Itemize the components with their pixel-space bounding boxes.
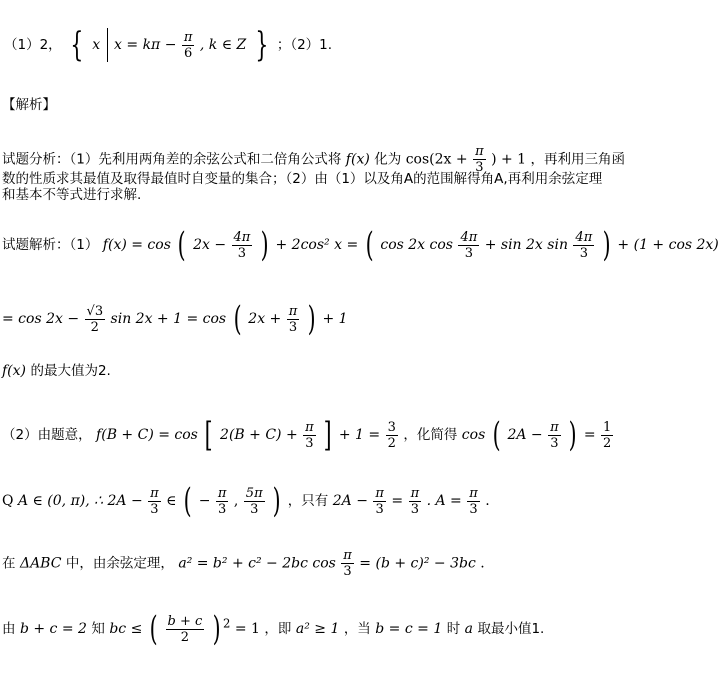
part3-in: ∈ (166, 493, 177, 509)
pi-over-3-f: $\frac{\pi}{3}$ (217, 485, 227, 517)
paren-l2: ( (365, 225, 374, 265)
sol1-a: f(x) = cos (102, 237, 171, 253)
part5-a2: a² ≥ 1 (295, 621, 340, 637)
paren-l4: ( (492, 415, 501, 455)
part3-eq: = (391, 493, 404, 509)
four-pi-over-3: $\frac{4\pi}{3}$ (233, 229, 251, 261)
paren-l5: ( (183, 481, 192, 521)
sol2-d: + 1 (322, 311, 348, 327)
part5-when: ，当 (343, 621, 371, 637)
sol2-a: = cos 2x − (2, 311, 80, 327)
part5-time: 时 (446, 621, 461, 637)
part5-bceq: b = c = 1 (375, 621, 443, 637)
part5-line (2, 609, 545, 649)
pi-over-3-d: $\frac{\pi}{3}$ (550, 419, 559, 451)
part3-only: ，只有 (287, 493, 329, 509)
four-pi-over-3-b: $\frac{4\pi}{3}$ (460, 229, 478, 261)
sol2-b: sin 2x + 1 = cos (110, 311, 227, 327)
part3-line: Q A ∈ (0, π), ∴ 2A − $\frac{\pi}{3}$ ∈ ( − $\frac{\pi}{3}$ , $\frac{5\pi}{3}$ ) ，只有 2A − $\frac{\pi}{3}$ = $\frac{\pi}{3}$ . A = $\frac{\pi}{3}$ . (2, 481, 490, 521)
part5-a: a (464, 621, 474, 637)
sol1-f: + (1 + cos 2x) (617, 237, 719, 253)
paren-l: ( (177, 225, 186, 265)
sol1-e: + sin 2x sin (484, 237, 568, 253)
part2-eq: = (583, 427, 596, 443)
paren-r: ) (260, 225, 269, 265)
part2-e: 2A − (507, 427, 543, 443)
cos-expr-a: cos(2x + (405, 151, 468, 168)
pi-over-3-i: $\frac{\pi}{3}$ (469, 485, 478, 517)
cos-expr-b: ) + 1 (491, 151, 527, 168)
paren-r6: ) (212, 609, 221, 649)
part5-eq1: = 1 (234, 621, 260, 637)
analysis-mid: 化为 (374, 151, 402, 168)
sol1-d: cos 2x cos (380, 237, 453, 253)
pi-over-3-b: $\frac{\pi}{3}$ (288, 303, 298, 335)
pi-over-3-g: $\frac{\pi}{3}$ (375, 485, 384, 517)
part5-sum: b + c = 2 (19, 621, 87, 637)
part2-line (2, 415, 614, 455)
five-pi-over-3: $\frac{5\pi}{3}$ (245, 485, 263, 517)
fx-symbol: f(x) (345, 151, 370, 168)
right-brace: } (255, 25, 269, 65)
analysis-lead: 试题分析：（1）先利用两角差的余弦公式和二倍角公式将 (2, 151, 342, 168)
pi-over-3: $\frac{\pi}{3}$ (475, 144, 484, 175)
part3-neg: − (198, 493, 211, 509)
part4-line (2, 548, 485, 579)
part5-thus: ，即 (264, 621, 292, 637)
set-var: x (92, 37, 101, 53)
sol1-c: + 2cos² x = (275, 237, 359, 253)
part4-tri: ΔABC (19, 555, 62, 572)
three-halves: $\frac{3}{2}$ (387, 419, 396, 451)
paren-l3: ( (233, 299, 242, 339)
max-fx: f(x) (2, 363, 27, 379)
pi-over-3-j: $\frac{\pi}{3}$ (343, 548, 352, 579)
pi-over-3-h: $\frac{\pi}{3}$ (410, 485, 420, 517)
one-half: $\frac{1}{2}$ (603, 419, 612, 451)
analysis-line-3: 和基本不等式进行求解. (2, 187, 142, 203)
analysis-tail: ，再利用三角函 (530, 151, 626, 168)
sol1-b: 2x − (193, 237, 227, 253)
part4-b: = (b + c)² − 3bc (359, 555, 476, 572)
part5-know: 知 (91, 621, 105, 637)
part3-end: . (485, 493, 490, 509)
part4-mid: 中，由余弦定理， (65, 555, 174, 572)
part2-lead: （2）由题意， (2, 427, 92, 443)
solution-lead: 试题解析：（1） (2, 237, 99, 253)
part3-a: A ∈ (0, π), ∴ 2A − (17, 493, 143, 509)
part2-a: f(B + C) = cos (96, 427, 198, 443)
pi-over-3-e: $\frac{\pi}{3}$ (150, 485, 159, 517)
analysis-line-2: 数的性质求其最值及取得最值时自变量的集合；（2）由（1）以及角A的范围解得角A,再利用余弦定理 (2, 171, 603, 187)
paren-r4: ) (568, 415, 577, 455)
sol2-c: 2x + (248, 311, 282, 327)
bracket-r: ] (323, 415, 332, 455)
paren-l6: ( (149, 609, 158, 649)
pi-over-3-c: $\frac{\pi}{3}$ (305, 419, 314, 451)
part5-lead: 由 (2, 621, 16, 637)
part5-exp: 2 (222, 616, 231, 631)
part2-d: cos (461, 427, 486, 443)
part5-min: 取最小值1. (477, 621, 545, 637)
max-line (2, 362, 111, 380)
analysis-heading: 【解析】 (2, 97, 56, 113)
b-plus-c-over-2: $\frac{b + c}{2}$ (167, 613, 203, 645)
solution-line-1 (2, 225, 719, 265)
part3-twoa: 2A − (332, 493, 368, 509)
answer-prefix: （1）2， (4, 37, 62, 53)
paren-r3: ) (307, 299, 316, 339)
answer-line (4, 25, 333, 65)
part2-c: + 1 = (338, 427, 381, 443)
part4-end: . (480, 555, 485, 572)
paren-r2: ) (602, 225, 611, 265)
k-in-z: , k ∈ Z (199, 37, 247, 53)
solution-line-2 (2, 299, 348, 339)
part2-simplify: ，化简得 (403, 427, 458, 443)
four-pi-over-3-c: $\frac{4\pi}{3}$ (575, 229, 593, 261)
set-equals: x = kπ − (114, 37, 177, 53)
part3-dota: . A = (426, 493, 462, 509)
answer-suffix: ；（2）1. (276, 37, 333, 53)
paren-r5: ) (272, 481, 281, 521)
max-text: 的最大值为2. (30, 363, 111, 379)
part4-a: a² = b² + c² − 2bc cos (178, 555, 336, 572)
part5-bc: bc ≤ (109, 621, 143, 637)
part2-b: 2(B + C) + (220, 427, 298, 443)
part3-q: Q (2, 493, 14, 509)
bracket-l: [ (204, 415, 213, 455)
left-brace: { (70, 25, 84, 65)
pi-over-6: $\frac{\pi}{6}$ (183, 29, 193, 61)
set-bar (107, 28, 108, 62)
sqrt3-over-2: $\frac{√3}{2}$ (86, 303, 104, 335)
part4-lead: 在 (2, 555, 16, 572)
